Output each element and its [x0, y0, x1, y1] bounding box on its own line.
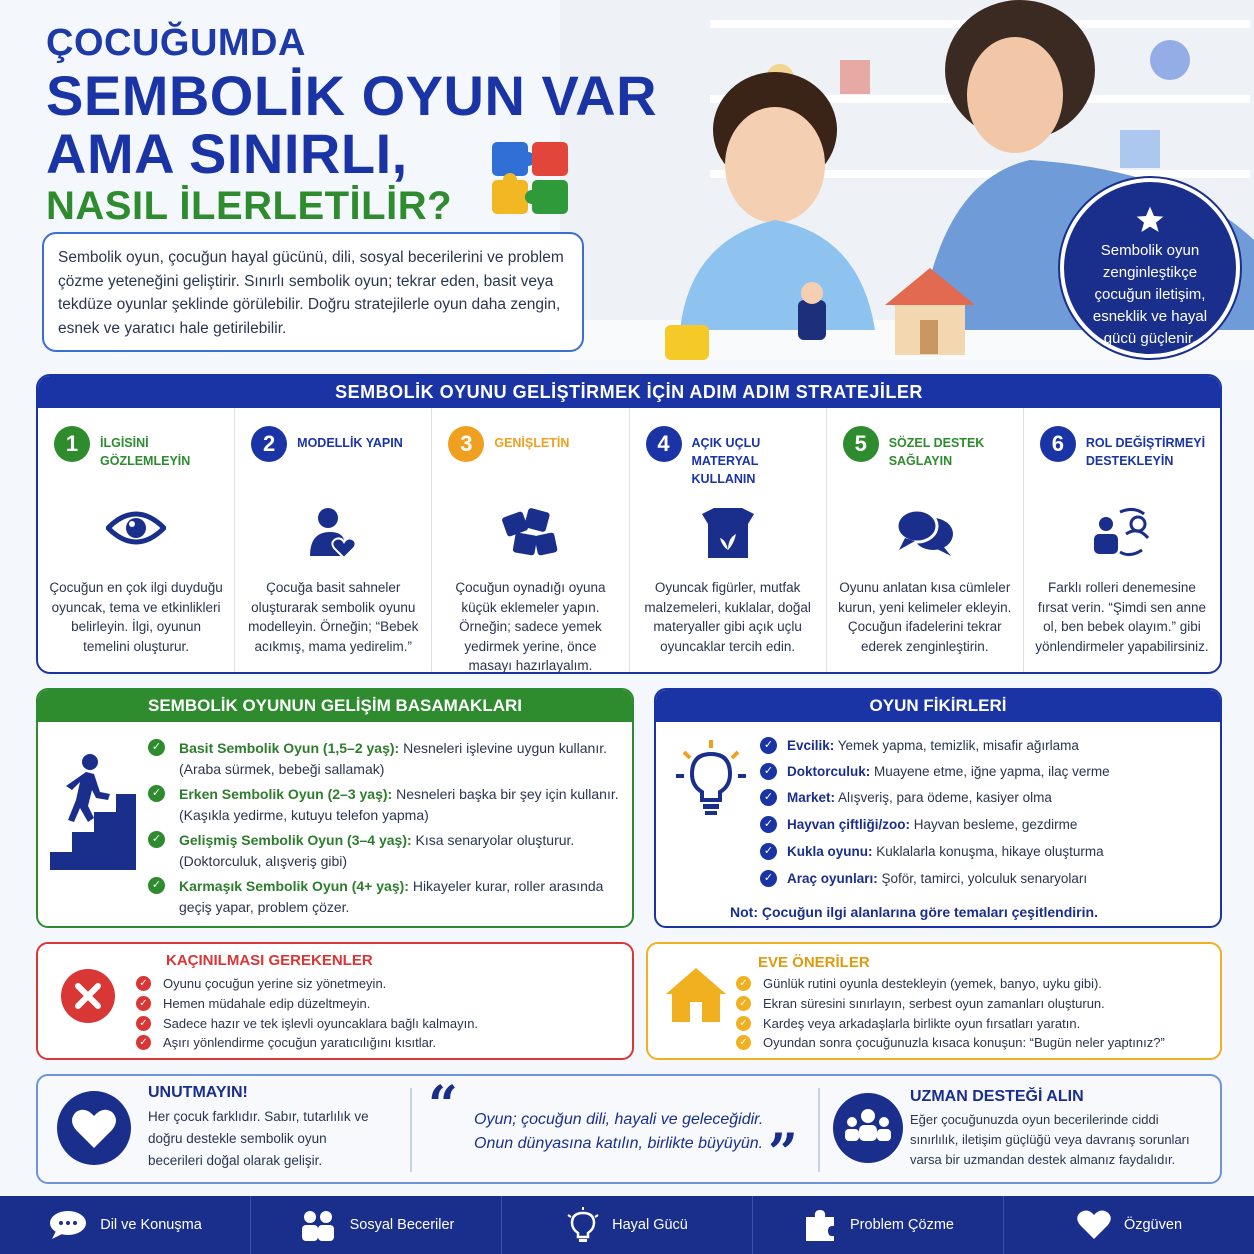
home-tip-item [736, 1016, 1080, 1031]
people-icon [298, 1209, 338, 1241]
avoid-item [136, 976, 386, 991]
dev-desc: Hikayeler kurar, roller arasında [408, 878, 604, 894]
quote-line-2: Onun dünyasına katılın, birlikte büyüyün. [474, 1135, 764, 1152]
footer-label: Hayal Gücü [612, 1217, 688, 1233]
development-item [148, 876, 603, 918]
check-icon: ✓ [136, 996, 151, 1011]
speech-bubbles-icon [895, 506, 955, 560]
dev-desc: Nesneleri işlevine uygun kullanır. [399, 740, 607, 756]
development-item [148, 830, 574, 872]
dev-sub: (Araba sürmek, bebeği sallamak) [179, 761, 385, 777]
person-heart-icon [308, 506, 358, 560]
idea-label: Kukla oyunu: [787, 844, 873, 859]
idea-item [760, 736, 1079, 755]
strategy-step-2 [235, 408, 432, 674]
check-icon: ✓ [148, 785, 165, 802]
check-icon: ✓ [136, 1016, 151, 1031]
home-tip-item [736, 1035, 1165, 1050]
title-line-1: ÇOCUĞUMDA [46, 22, 306, 64]
open-box-icon [700, 506, 756, 560]
footer-item-social [251, 1196, 502, 1254]
check-icon: ✓ [736, 976, 751, 991]
idea-label: Araç oyunları: [787, 871, 878, 886]
footer-label: Sosyal Beceriler [349, 1217, 455, 1233]
dev-sub: geçiş yapar, problem çözer. [179, 899, 350, 915]
title-line-4: NASIL İLERLETİLİR? [46, 184, 453, 228]
footer-bar [0, 1196, 1254, 1254]
home-tip-text: Günlük rutini oyunla destekleyin (yemek, banyo, uyku gibi). [763, 976, 1102, 991]
dev-sub: (Kaşıkla yedirme, kutuyu telefon yapma) [179, 807, 429, 823]
bulb-icon [566, 1207, 600, 1243]
close-quote-icon: ” [768, 1123, 798, 1184]
eye-icon [106, 506, 166, 550]
puzzle-icon [500, 506, 560, 560]
idea-label: Market: [787, 790, 836, 805]
development-title: SEMBOLİK OYUNUN GELİŞİM BASAMAKLARI [38, 690, 632, 722]
check-icon: ✓ [148, 877, 165, 894]
idea-item [760, 788, 1052, 807]
dev-sub: (Doktorculuk, alışveriş gibi) [179, 853, 348, 869]
strategy-step-4 [630, 408, 827, 674]
step-title: MODELLİK YAPIN [297, 436, 403, 450]
star-icon [1133, 204, 1167, 236]
footer-item-problem-solving [753, 1196, 1004, 1254]
puzzle-icon [802, 1207, 838, 1243]
quote-line-1: Oyun; çocuğun dili, hayali ve geleceğidir. [474, 1111, 764, 1128]
step-text: Çocuğun oynadığı oyuna küçük eklemeler yapın. Örneğin; sadece yemek yedirmek yerine, önce masayı hazırlayalım. [455, 580, 606, 673]
check-icon: ✓ [736, 996, 751, 1011]
idea-desc: Hayvan besleme, gezdirme [910, 817, 1078, 832]
avoid-title: KAÇINILMASI GEREKENLER [166, 952, 373, 969]
step-number: 5 [843, 426, 879, 462]
dev-label: Karmaşık Sembolik Oyun (4+ yaş): [179, 878, 409, 894]
speech-icon [48, 1209, 88, 1241]
info-badge [1060, 178, 1240, 358]
development-item [148, 738, 607, 780]
home-tip-text: Oyundan sonra çocuğunuzla kısaca konuşun: “Bugün neler yaptınız?” [763, 1035, 1165, 1050]
idea-label: Evcilik: [787, 738, 835, 753]
development-item [148, 784, 619, 826]
check-icon: ✓ [760, 843, 777, 860]
strategy-step-3 [432, 408, 629, 674]
footer-label: Özgüven [1123, 1217, 1183, 1233]
badge-text: Sembolik oyun zenginleştikçe çocuğun iletişim, esneklik ve hayal gücü güçlenir. [1092, 242, 1208, 347]
step-number: 1 [54, 426, 90, 462]
puzzle-logo-icon [488, 138, 574, 218]
cross-icon [60, 968, 116, 1024]
intro-text: Sembolik oyun, çocuğun hayal gücünü, dili, sosyal becerilerini ve problem çözme yeteneğini geliştirir. Sınırlı sembolik oyun; tekrar eden, basit veya tekdüze oyunlar şeklinde görülebilir. Doğru stratejilerle oyun daha zengin, esnek ve yaratıcı hale getirilebilir. [42, 232, 584, 352]
footer-item-confidence [1004, 1196, 1254, 1254]
remember-text: Her çocuk farklıdır. Sabır, tutarlılık ve doğru destekle sembolik oyun becerileri doğal olarak gelişir. [148, 1109, 369, 1168]
check-icon: ✓ [136, 976, 151, 991]
dev-desc: Kısa senaryolar oluşturur. [411, 832, 575, 848]
role-swap-icon [1090, 506, 1154, 560]
footer-item-imagination [502, 1196, 753, 1254]
dev-desc: Nesneleri başka bir şey için kullanır. [392, 786, 619, 802]
expert-title: UZMAN DESTEĞİ ALIN [910, 1088, 1084, 1105]
quote-text [474, 1108, 763, 1156]
strategies-panel [36, 374, 1222, 674]
check-icon: ✓ [736, 1035, 751, 1050]
footer-label: Dil ve Konuşma [100, 1217, 202, 1233]
strategies-title: SEMBOLİK OYUNU GELİŞTİRMEK İÇİN ADIM ADIM STRATEJİLER [38, 376, 1220, 408]
check-icon: ✓ [148, 739, 165, 756]
divider [818, 1088, 820, 1172]
avoid-item [136, 1035, 436, 1050]
title-line-2: SEMBOLİK OYUN VAR [46, 64, 658, 127]
idea-label: Hayvan çiftliği/zoo: [787, 817, 911, 832]
avoid-text: Sadece hazır ve tek işlevli oyuncaklara bağlı kalmayın. [163, 1016, 479, 1031]
avoid-item [136, 1016, 478, 1031]
step-number: 2 [251, 426, 287, 462]
step-number: 3 [448, 426, 484, 462]
step-text: Oyunu anlatan kısa cümleler kurun, yeni kelimeler ekleyin. Çocuğun ifadelerini tekrar ederek zenginleştirin. [838, 580, 1012, 654]
check-icon: ✓ [148, 831, 165, 848]
idea-desc: Şoför, tamirci, yolculuk senaryoları [877, 871, 1088, 886]
idea-item [760, 762, 1110, 781]
development-panel [36, 688, 634, 928]
avoid-panel [36, 942, 634, 1060]
strategy-step-6 [1024, 408, 1220, 674]
home-tip-item [736, 976, 1102, 991]
home-tip-text: Kardeş veya arkadaşlarla birlikte oyun fırsatları yaratın. [763, 1016, 1081, 1031]
remember-panel [36, 1074, 1222, 1184]
idea-item [760, 815, 1077, 834]
home-tips-title: EVE ÖNERİLER [758, 954, 870, 971]
step-title: ROL DEĞİŞTİRMEYİ DESTEKLEYİN [1085, 436, 1206, 468]
idea-item [760, 869, 1087, 888]
dev-label: Basit Sembolik Oyun (1,5–2 yaş): [179, 740, 400, 756]
remember-title: UNUTMAYIN! [148, 1084, 248, 1101]
home-tips-panel [646, 942, 1222, 1060]
check-icon: ✓ [736, 1016, 751, 1031]
check-icon: ✓ [760, 763, 777, 780]
title-line-3: AMA SINIRLI, [46, 122, 408, 185]
step-title: İLGİSİNİ GÖZLEMLEYİN [100, 436, 191, 468]
avoid-text: Aşırı yönlendirme çocuğun yaratıcılığını kısıtlar. [163, 1035, 437, 1050]
game-ideas-title: OYUN FİKİRLERİ [656, 690, 1220, 722]
lightbulb-icon [676, 738, 746, 816]
open-quote-icon: “ [428, 1075, 458, 1136]
divider [410, 1088, 412, 1172]
home-tip-text: Ekran süresini sınırlayın, serbest oyun zamanları oluşturun. [763, 996, 1105, 1011]
step-text: Farklı rolleri denemesine fırsat verin. “Şimdi sen anne ol, ben bebek olayım.” gibi yönlendirmeler yapabilirsiniz. [1035, 580, 1209, 654]
expert-text: Eğer çocuğunuzda oyun becerilerinde ciddi sınırlılık, iletişim güçlüğü veya davranış sorunları varsa bir uzmandan destek almanız faydalıdır. [910, 1112, 1190, 1167]
step-text: Çocuğun en çok ilgi duyduğu oyuncak, tema ve etkinlikleri belirleyin. İlgi, oyunun temelini oluşturur. [49, 580, 223, 654]
ideas-note: Not: Çocuğun ilgi alanlarına göre temaları çeşitlendirin. [730, 904, 1098, 920]
avoid-text: Hemen müdahale edip düzeltmeyin. [163, 996, 371, 1011]
avoid-item [136, 996, 370, 1011]
idea-desc: Kuklalarla konuşma, hikaye oluşturma [872, 844, 1104, 859]
house-icon [664, 964, 728, 1024]
dev-label: Erken Sembolik Oyun (2–3 yaş): [179, 786, 393, 802]
stairs-climber-icon [48, 752, 138, 872]
dev-label: Gelişmiş Sembolik Oyun (3–4 yaş): [179, 832, 412, 848]
support-group-icon [832, 1092, 904, 1164]
step-number: 4 [646, 426, 682, 462]
idea-desc: Yemek yapma, temizlik, misafir ağırlama [834, 738, 1079, 753]
check-icon: ✓ [136, 1035, 151, 1050]
check-icon: ✓ [760, 870, 777, 887]
heart-badge-icon [56, 1090, 132, 1166]
step-text: Çocuğa basit sahneler oluşturarak sembolik oyunu modelleyin. Örneğin; “Bebek acıkmış, mama yedirelim.” [248, 580, 419, 654]
check-icon: ✓ [760, 737, 777, 754]
idea-desc: Muayene etme, iğne yapma, ilaç verme [870, 764, 1110, 779]
footer-label: Problem Çözme [850, 1217, 954, 1233]
game-ideas-panel [654, 688, 1222, 928]
avoid-text: Oyunu çocuğun yerine siz yönetmeyin. [163, 976, 387, 991]
idea-desc: Alışveriş, para ödeme, kasiyer olma [835, 790, 1052, 805]
step-title: GENİŞLETİN [494, 436, 570, 450]
check-icon: ✓ [760, 816, 777, 833]
strategy-step-1 [38, 408, 235, 674]
idea-label: Doktorculuk: [787, 764, 871, 779]
home-tip-item [736, 996, 1105, 1011]
check-icon: ✓ [760, 789, 777, 806]
idea-item [760, 842, 1104, 861]
heart-icon [1076, 1209, 1112, 1241]
strategy-step-5 [827, 408, 1024, 674]
step-title: AÇIK UÇLU MATERYAL KULLANIN [691, 436, 761, 486]
footer-item-language [0, 1196, 251, 1254]
step-number: 6 [1040, 426, 1076, 462]
step-text: Oyuncak figürler, mutfak malzemeleri, kuklalar, doğal materyaller gibi açık uçlu oyuncaklar tercih edin. [644, 580, 811, 654]
step-title: SÖZEL DESTEK SAĞLAYIN [888, 436, 985, 468]
